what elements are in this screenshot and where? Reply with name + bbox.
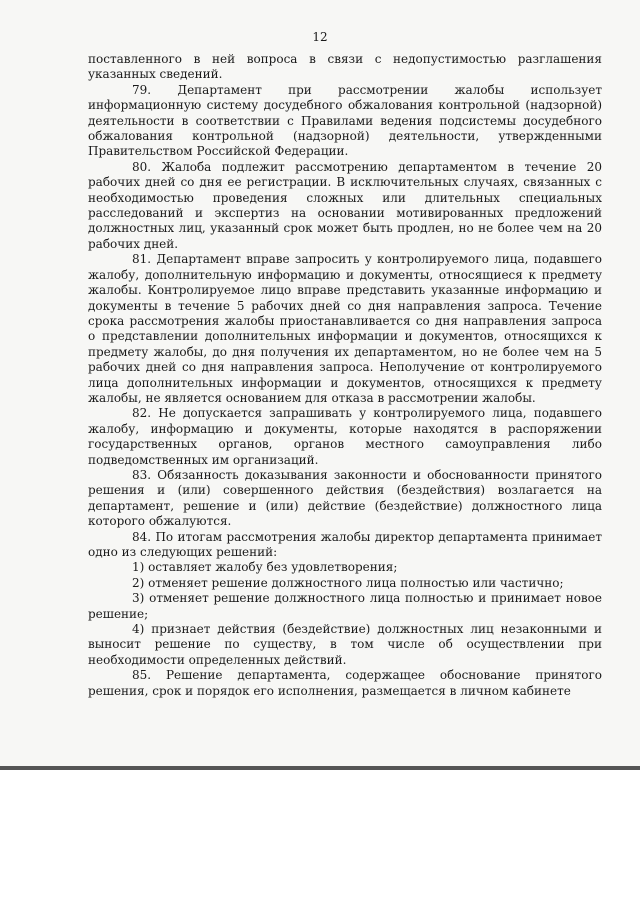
paragraph-continuation: поставленного в ней вопроса в связи с недопустимостью разглашения указанных сведений. <box>88 52 602 82</box>
paragraph-79: 79. Департамент при рассмотрении жалобы использует информационную систему досудебного обжалования контрольной (надзорной) деятельности в соответствии с Правилами ведения подсистемы досудебного обжалования контрольной (надзорной) деятельности, утвержденными Правительством Российской Федерации. <box>88 82 602 159</box>
paragraph-81: 81. Департамент вправе запросить у контролируемого лица, подавшего жалобу, дополнительную информацию и документы, относящиеся к предмету жалобы. Контролируемое лицо вправе представить указанные информацию и документы в течение 5 рабочих дней со дня направления запроса. Течение срока рассмотрения жалобы приостанавливается со дня направления запроса о представлении дополнительных информации и документов, относящихся к предмету жалобы, до дня получения их департаментом, но не более чем на 5 рабочих дней со дня направления запроса. Неполучение от контролируемого лица дополнительных информации и документов, относящихся к предмету жалобы, не является основанием для отказа в рассмотрении жалобы. <box>88 252 602 405</box>
paragraph-82: 82. Не допускается запрашивать у контролируемого лица, подавшего жалобу, информацию и документы, которые находятся в распоряжении государственных органов, органов местного самоуправления либо подведомственных им организаций. <box>88 406 602 467</box>
page-number: 12 <box>312 30 328 44</box>
list-item-2: 2) отменяет решение должностного лица полностью или частично; <box>132 575 564 590</box>
list-item-3: 3) отменяет решение должностного лица полностью и принимает новое решение; <box>88 591 602 621</box>
paragraph-80: 80. Жалоба подлежит рассмотрению департаментом в течение 20 рабочих дней со дня ее регистрации. В исключительных случаях, связанных с необходимостью проведения сложных или длительных специальных расследований и экспертиз на основании мотивированных предложений должностных лиц, указанный срок может быть продлен, но не более чем на 20 рабочих дней. <box>88 159 602 251</box>
paragraph-85: 85. Решение департамента, содержащее обоснование принятого решения, срок и порядок его исполнения, размещается в личном кабинете <box>88 668 602 698</box>
list-item-1: 1) оставляет жалобу без удовлетворения; <box>132 560 398 575</box>
blank-area <box>0 774 640 905</box>
page-body-text <box>88 52 602 699</box>
paragraph-84: 84. По итогам рассмотрения жалобы директор департамента принимает одно из следующих решений: <box>88 529 602 559</box>
list-item-4: 4) признает действия (бездействие) должностных лиц незаконными и выносит решение по существу, в том числе об осуществлении при необходимости определенных действий. <box>88 622 602 667</box>
paragraph-83: 83. Обязанность доказывания законности и обоснованности принятого решения и (или) совершенного действия (бездействия) возлагается на департамент, решение и (или) действие (бездействие) должностного лица которого обжалуются. <box>88 467 602 529</box>
